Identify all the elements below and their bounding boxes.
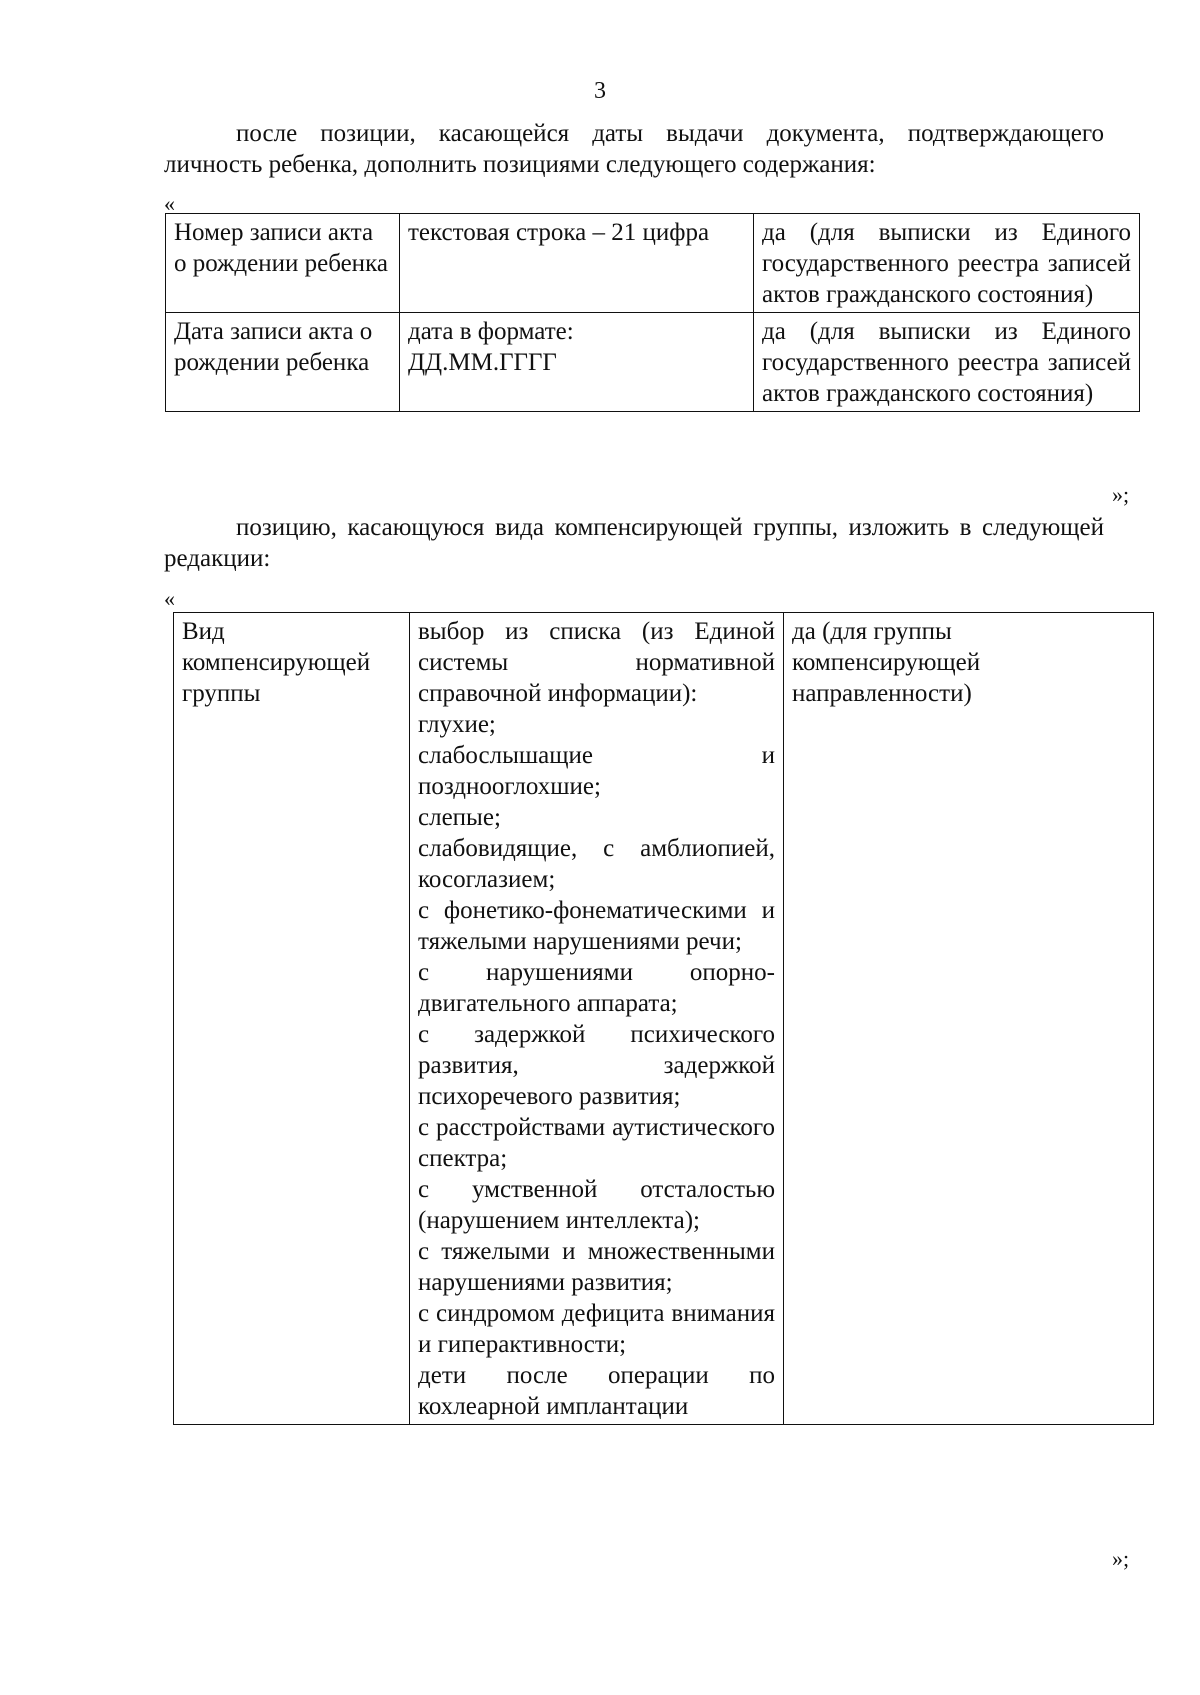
format-label: дата в формате: [408,318,574,345]
new-positions-table [165,213,1140,412]
list-item: дети после операции по кохлеарной имплантации [418,1362,775,1420]
list-item: слепые; [418,804,501,831]
list-item: глухие; [418,711,496,738]
list-item: с расстройствами аутистического спектра; [418,1114,775,1172]
required-cell: да (для выписки из Единого государственного реестра записей актов гражданского состояния) [754,313,1140,412]
format-cell [400,313,754,412]
field-name-cell: Дата записи акта о рождении ребенка [166,313,400,412]
format-value: ДД.ММ.ГГГГ [408,349,557,376]
compensating-group-table [173,612,1154,1425]
open-quote-1: « [164,191,175,216]
table-row [174,613,1154,1425]
open-quote-2: « [164,586,175,611]
field-name-cell: Вид компенсирующей группы [174,613,410,1425]
list-item: с синдромом дефицита внимания и гиперактивности; [418,1300,775,1358]
page-number: 3 [594,78,606,104]
paragraph-compensating-group: позицию, касающуюся вида компенсирующей группы, изложить в следующей редакции: [164,514,1104,572]
close-quote-1: »; [1112,482,1130,507]
list-item: с задержкой психического развития, задержкой психоречевого развития; [418,1021,775,1110]
table-row [166,313,1140,412]
close-quote-2: »; [1112,1546,1130,1571]
field-name-cell: Номер записи акта о рождении ребенка [166,214,400,313]
list-item: слабослышащие и позднооглохшие; [418,742,775,800]
list-item: слабовидящие, с амблиопией, косоглазием; [418,835,775,893]
list-item: с умственной отсталостью (нарушением интеллекта); [418,1176,775,1234]
required-cell: да (для группы компенсирующей направленности) [784,613,1154,1425]
format-intro: выбор из списка (из Единой системы нормативной справочной информации): [418,618,775,707]
required-cell: да (для выписки из Единого государственного реестра записей актов гражданского состояния) [754,214,1140,313]
format-cell [410,613,784,1425]
list-item: с фонетико-фонематическими и тяжелыми нарушениями речи; [418,897,775,955]
list-item: с тяжелыми и множественными нарушениями развития; [418,1238,775,1296]
paragraph-insert-positions: после позиции, касающейся даты выдачи документа, подтверждающего личность ребенка, дополнить позициями следующего содержания: [164,120,1104,178]
format-cell: текстовая строка – 21 цифра [400,214,754,313]
options-list [418,709,775,1422]
table-row [166,214,1140,313]
list-item: с нарушениями опорно-двигательного аппарата; [418,959,775,1017]
